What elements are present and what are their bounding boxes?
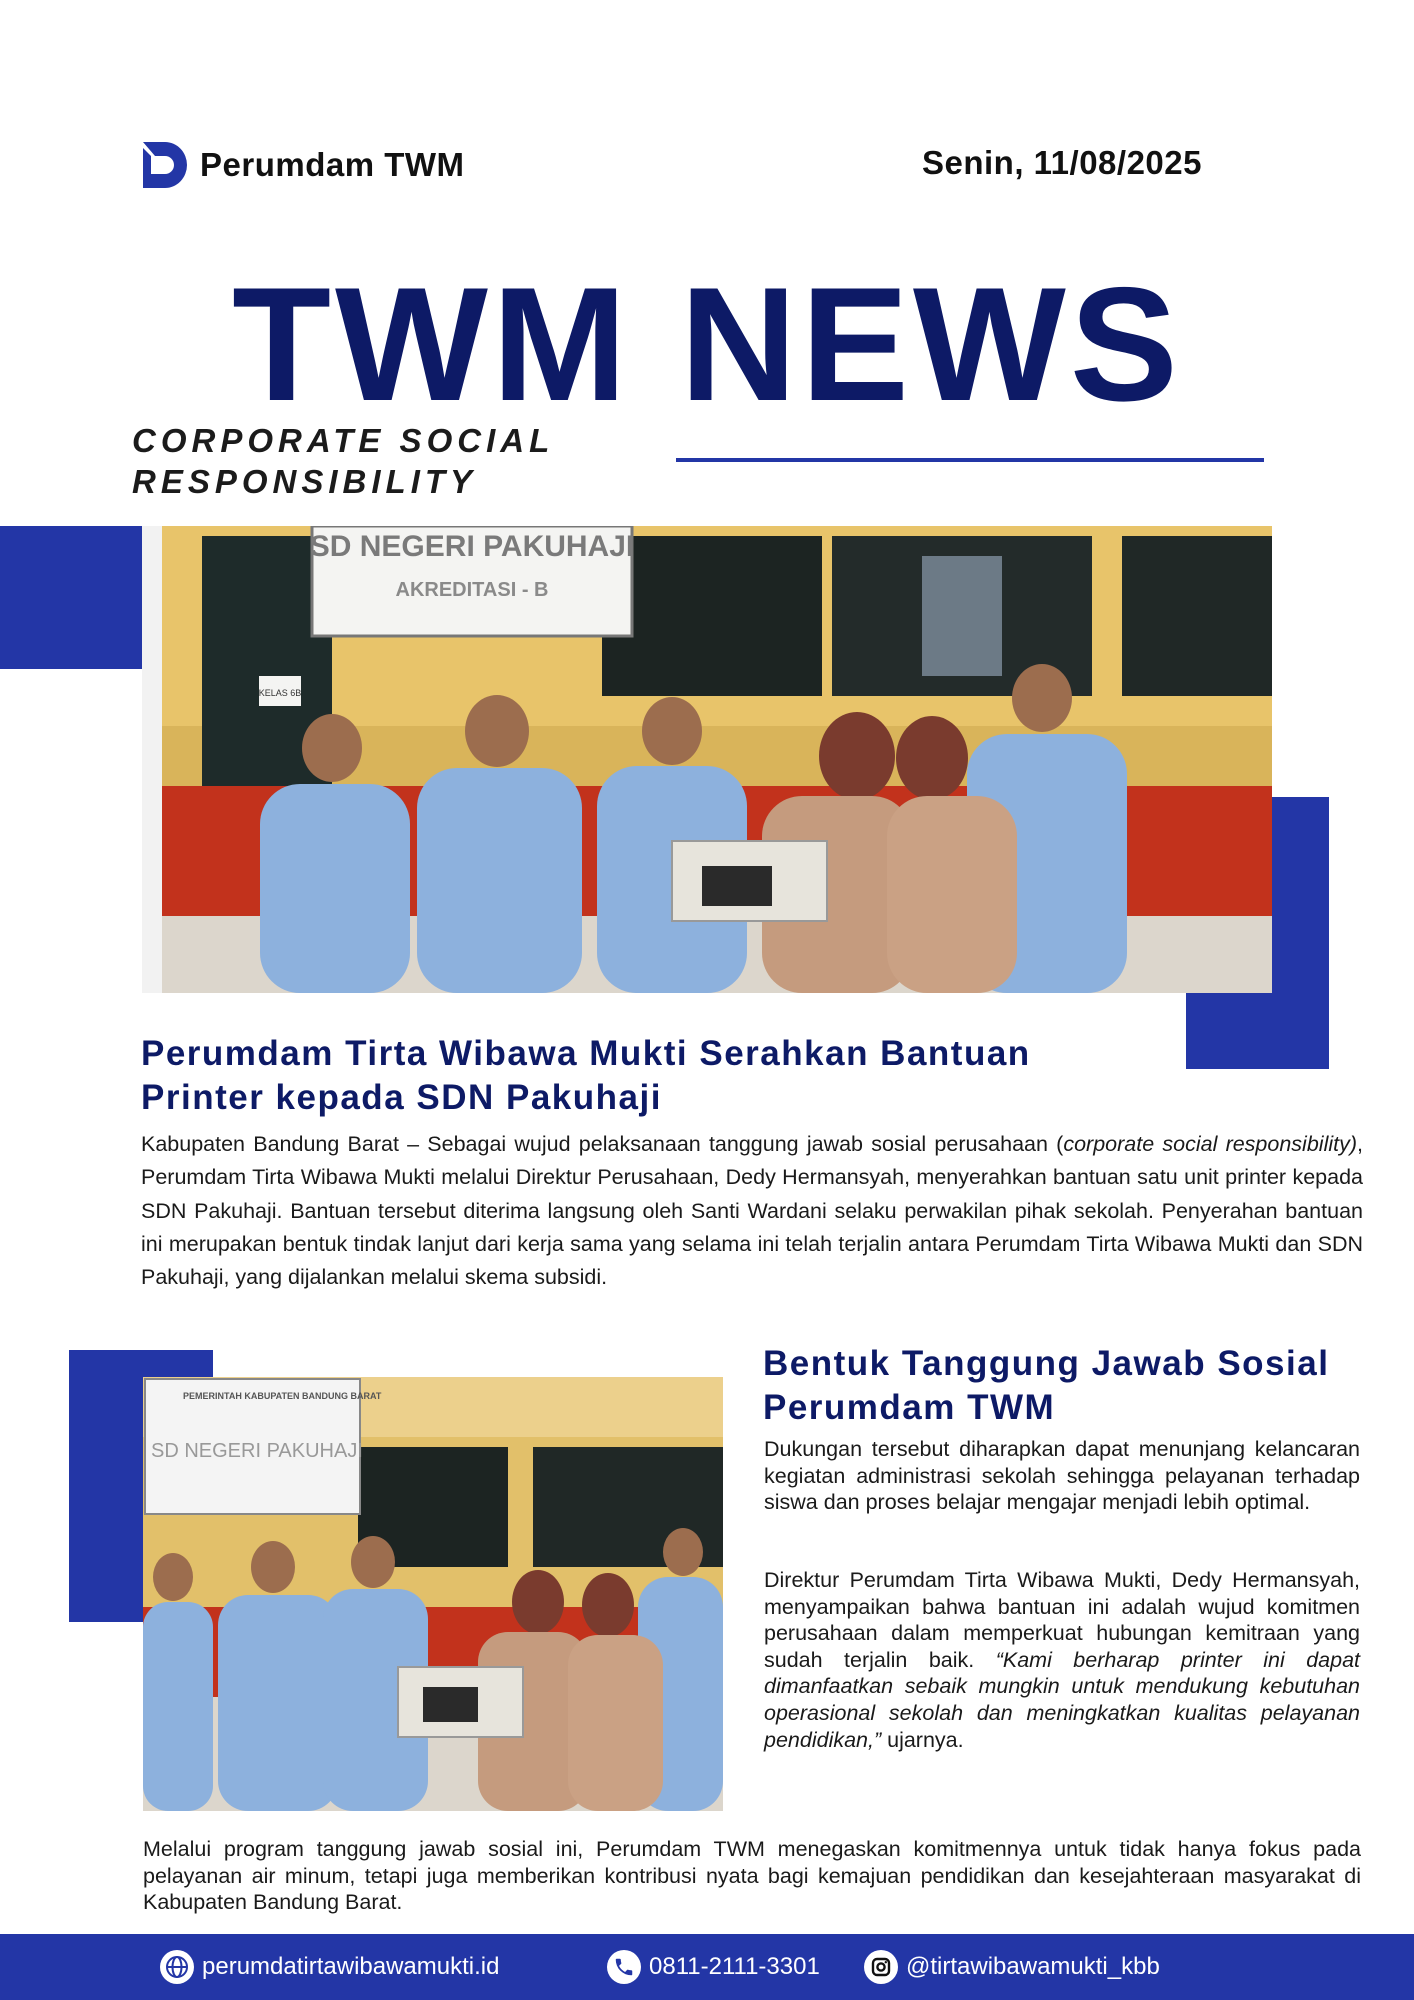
lead-paragraph: [141, 1128, 1363, 1294]
secondary-photo: [143, 1377, 723, 1811]
lead-text-italic: corporate social responsibility): [1063, 1132, 1358, 1156]
masthead-title: TWM NEWS: [232, 254, 1182, 435]
globe-icon: [160, 1950, 194, 1984]
footer-instagram[interactable]: [864, 1949, 1160, 1985]
footer-bar: [0, 1934, 1414, 2000]
section-divider: [676, 458, 1264, 462]
instagram-text: @tirtawibawamukti_kbb: [906, 1953, 1160, 1980]
decor-block-left: [0, 526, 142, 669]
school-sign-title: SD NEGERI PAKUHAJI: [309, 530, 635, 563]
class-door-sign: KELAS 6B: [258, 688, 302, 698]
brand-name: Perumdam TWM: [200, 146, 465, 183]
body-paragraph-2: [764, 1567, 1360, 1753]
article-headline: Perumdam Tirta Wibawa Mukti Serahkan Bantuan Printer kepada SDN Pakuhaji: [141, 1034, 1031, 1117]
school-sign-sub: AKREDITASI - B: [395, 579, 549, 601]
closing-paragraph: Melalui program tanggung jawab sosial ini, Perumdam TWM menegaskan komitmennya untuk tidak hanya fokus pada pelayanan air minum, tetapi juga memberikan kontribusi nyata bagi kemajuan pendidikan dan kesejahteraan masyarakat di Kabupaten Bandung Barat.: [143, 1837, 1361, 1915]
phone-icon: [607, 1950, 641, 1984]
school-sign-line2: SD NEGERI PAKUHAJI: [151, 1440, 363, 1462]
instagram-icon: [864, 1950, 898, 1984]
phone-text: 0811-2111-3301: [649, 1953, 820, 1980]
body-paragraph-1: Dukungan tersebut diharapkan dapat menunjang kelancaran kegiatan administrasi sekolah sehingga pelayanan terhadap siswa dan proses belajar mengajar menjadi lebih optimal.: [764, 1437, 1360, 1515]
school-sign-line1: PEMERINTAH KABUPATEN BANDUNG BARAT: [183, 1391, 382, 1401]
director-quote: “Kami berharap printer ini dapat dimanfaatkan sebaik mungkin untuk mendukung kebutuhan operasional sekolah dan meningkatkan kualitas pelayanan pendidikan,”: [764, 1647, 1360, 1752]
section-label: CORPORATE SOCIAL RESPONSIBILITY: [132, 422, 554, 500]
d-logo-icon: [141, 140, 191, 190]
subheading: Bentuk Tanggung Jawab Sosial Perumdam TWM: [763, 1344, 1330, 1427]
footer-phone[interactable]: [607, 1949, 820, 1985]
footer-website[interactable]: [160, 1949, 499, 1985]
para2-end: ujarnya.: [881, 1727, 964, 1752]
lead-text-2: , Perumdam Tirta Wibawa Mukti melalui Direktur Perusahaan, Dedy Hermansyah, menyerahkan bantuan satu unit printer kepada SDN Pakuhaji. Bantuan tersebut diterima langsung oleh Santi Wardani selaku perwakilan pihak sekolah. Penyerahan bantuan ini merupakan bentuk tindak lanjut dari kerja sama yang selama ini telah terjalin antara Perumdam Tirta Wibawa Mukti dan SDN Pakuhaji, yang dijalankan melalui skema subsidi.: [141, 1132, 1363, 1290]
lead-text-1: Kabupaten Bandung Barat – Sebagai wujud pelaksanaan tanggung jawab sosial perusahaan (: [141, 1132, 1064, 1156]
para2-text: Direktur Perumdam Tirta Wibawa Mukti, Dedy Hermansyah, menyampaikan bahwa bantuan ini adalah wujud komitmen perusahaan dalam memperkuat hubungan kemitraan yang sudah terjalin baik.: [764, 1568, 1360, 1672]
main-photo: [142, 526, 1272, 993]
website-text: perumdatirtawibawamukti.id: [202, 1953, 500, 1980]
issue-date: Senin, 11/08/2025: [921, 144, 1202, 181]
